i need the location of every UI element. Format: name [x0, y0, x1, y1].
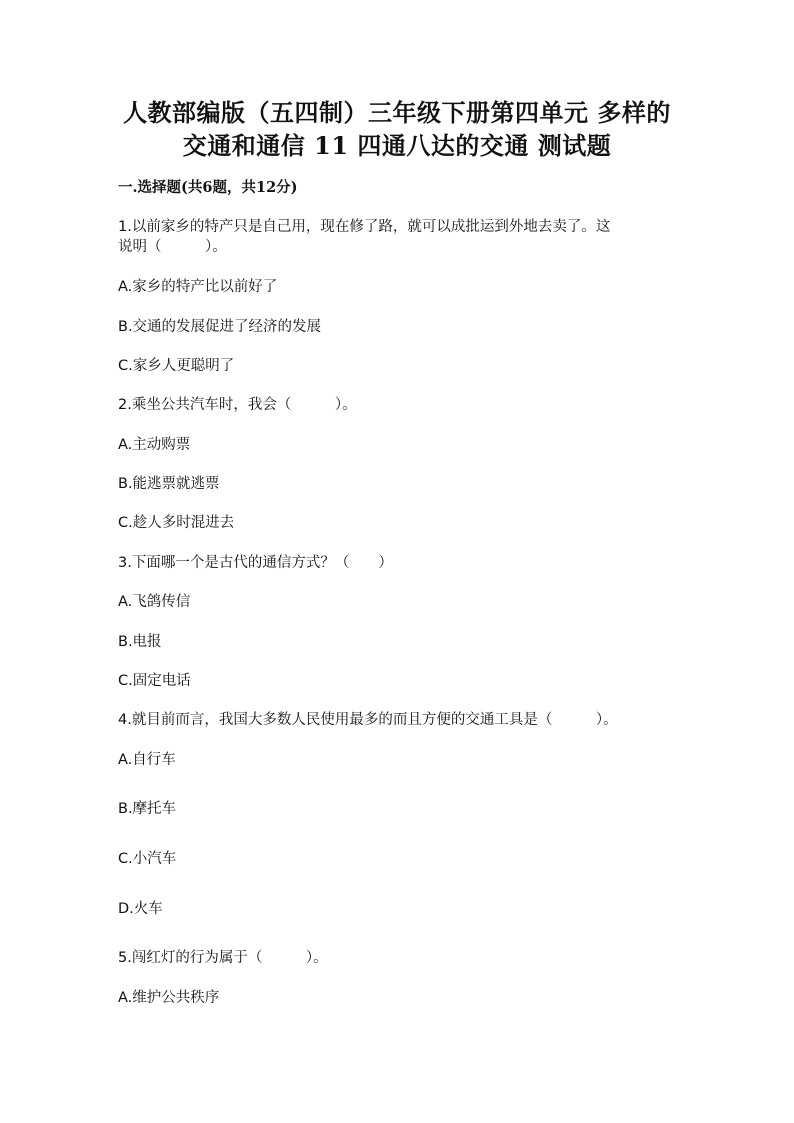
question-3-stem: 3.下面哪一个是古代的通信方式？（ ）: [118, 555, 393, 571]
question-5-option-a: A.维护公共秩序: [118, 990, 220, 1006]
question-3-option-a: A.飞鸽传信: [118, 594, 191, 610]
question-3-option-c: C.固定电话: [118, 673, 191, 689]
question-5-stem: 5.闯红灯的行为属于（ ）。: [118, 950, 328, 966]
question-1-option-a: A.家乡的特产比以前好了: [118, 279, 278, 295]
document-title-line-1: 人教部编版（五四制）三年级下册第四单元 多样的: [123, 98, 671, 127]
question-1-option-c: C.家乡人更聪明了: [118, 358, 235, 374]
question-4-option-b: B.摩托车: [118, 801, 177, 817]
question-3-option-b: B.电报: [118, 634, 162, 650]
question-4-option-d: D.火车: [118, 901, 163, 917]
question-2-option-b: B.能逃票就逃票: [118, 476, 220, 492]
question-2-option-c: C.趁人多时混进去: [118, 515, 235, 531]
section-heading: 一.选择题(共6题，共12分): [118, 179, 298, 196]
question-4-option-c: C.小汽车: [118, 851, 177, 867]
question-2-stem: 2.乘坐公共汽车时，我会（ ）。: [118, 397, 357, 413]
question-1-stem-line-1: 1.以前家乡的特产只是自己用，现在修了路，就可以成批运到外地去卖了。这: [118, 219, 611, 235]
question-1-option-b: B.交通的发展促进了经济的发展: [118, 319, 322, 335]
question-2-option-a: A.主动购票: [118, 437, 191, 453]
question-1-stem-line-2: 说明（ ）。: [118, 239, 227, 255]
question-4-stem: 4.就目前而言，我国大多数人民使用最多的而且方便的交通工具是（ ）。: [118, 712, 618, 728]
question-4-option-a: A.自行车: [118, 752, 176, 768]
document-title-line-2: 交通和通信 11 四通八达的交通 测试题: [182, 131, 612, 160]
